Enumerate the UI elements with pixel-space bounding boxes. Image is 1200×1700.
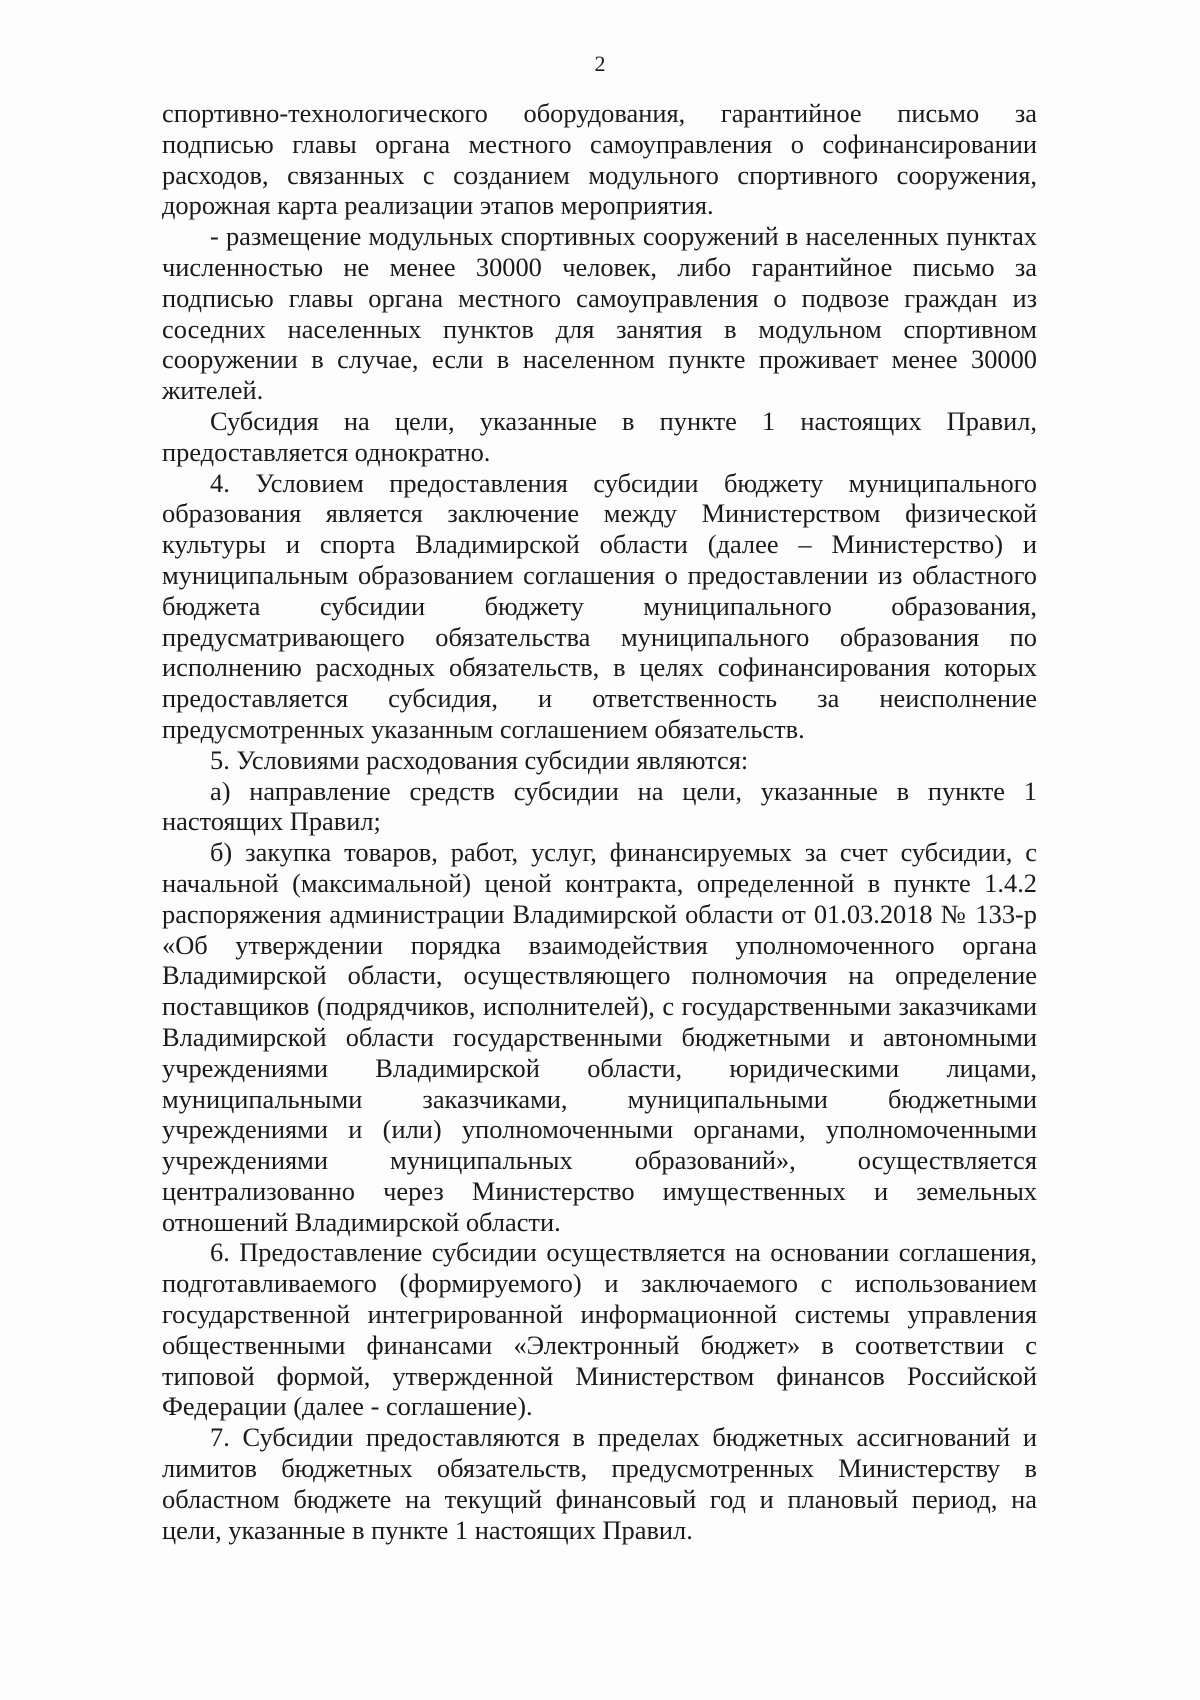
paragraph-item-7: 7. Субсидии предоставляются в пределах бюджетных ассигнований и лимитов бюджетных обязательств, предусмотренных Министерству в областном бюджете на текущий финансовый год и плановый период, на цели, указанные в пункте 1 настоящих Правил. — [162, 1422, 1037, 1545]
paragraph-modular-placement: - размещение модульных спортивных сооружений в населенных пунктах численностью не менее 30000 человек, либо гарантийное письмо за подписью главы органа местного самоуправления о подвозе граждан из соседних населенных пунктов для занятия в модульном спортивном сооружении в случае, если в населенном пункте проживает менее 30000 жителей. — [162, 221, 1037, 406]
paragraph-item-5b: б) закупка товаров, работ, услуг, финансируемых за счет субсидии, с начальной (максимальной) ценой контракта, определенной в пункте 1.4.2 распоряжения администрации Владимирской области от 01.03.2018 № 133-р «Об утверждении порядка взаимодействия уполномоченного органа Владимирской области, осуществляющего полномочия на определение поставщиков (подрядчиков, исполнителей), с государственными заказчиками Владимирской области государственными бюджетными и автономными учреждениями Владимирской области, юридическими лицами, муниципальными заказчиками, муниципальными бюджетными учреждениями и (или) уполномоченными органами, уполномоченными учреждениями муниципальных образований», осуществляется централизованно через Министерство имущественных и земельных отношений Владимирской области. — [162, 837, 1037, 1237]
paragraph-continuation: спортивно-технологического оборудования, гарантийное письмо за подписью главы органа местного самоуправления о софинансировании расходов, связанных с созданием модульного спортивного сооружения, дорожная карта реализации этапов мероприятия. — [162, 98, 1037, 221]
paragraph-item-4: 4. Условием предоставления субсидии бюджету муниципального образования является заключение между Министерством физической культуры и спорта Владимирской области (далее – Министерство) и муниципальным образованием соглашения о предоставлении из областного бюджета субсидии бюджету муниципального образования, предусматривающего обязательства муниципального образования по исполнению расходных обязательств, в целях софинансирования которых предоставляется субсидия, и ответственность за неисполнение предусмотренных указанным соглашением обязательств. — [162, 467, 1037, 744]
paragraph-one-time-subsidy: Субсидия на цели, указанные в пункте 1 настоящих Правил, предоставляется однократно. — [162, 405, 1037, 467]
page-number: 2 — [594, 51, 606, 76]
document-body — [162, 98, 1037, 1545]
paragraph-item-6: 6. Предоставление субсидии осуществляется на основании соглашения, подготавливаемого (формируемого) и заключаемого с использованием государственной интегрированной информационной системы управления общественными финансами «Электронный бюджет» в соответствии с типовой формой, утвержденной Министерством финансов Российской Федерации (далее - соглашение). — [162, 1237, 1037, 1422]
paragraph-item-5a: а) направление средств субсидии на цели, указанные в пункте 1 настоящих Правил; — [162, 775, 1037, 837]
paragraph-item-5: 5. Условиями расходования субсидии являются: — [210, 744, 749, 775]
